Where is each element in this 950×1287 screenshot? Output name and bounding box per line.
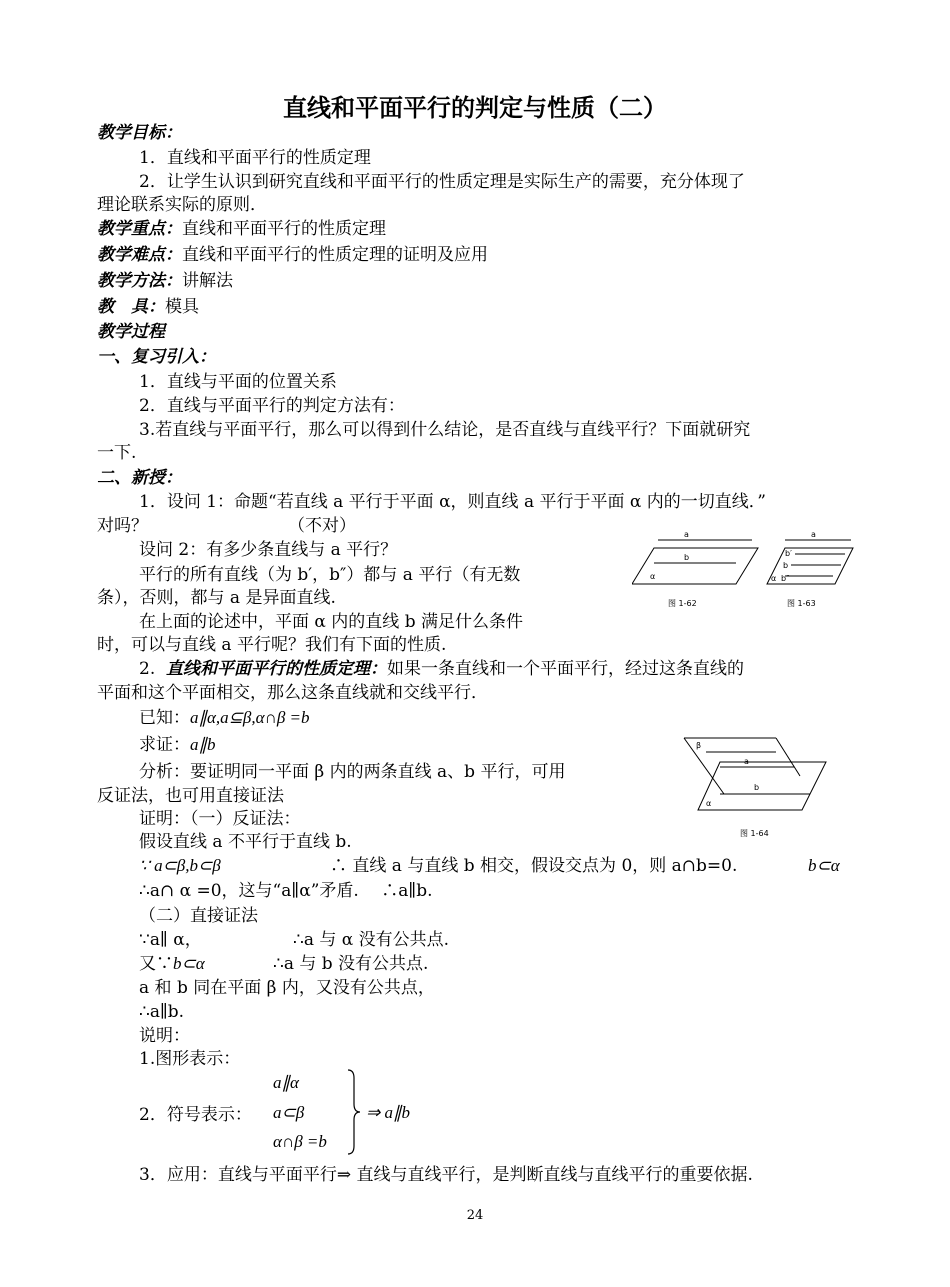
- known-expression: a∥α,a⊆β,α∩β =b: [190, 708, 310, 727]
- proof-line2-text: ∴ 直线 a 与直线 b 相交，假设交点为 0，则 a∩b=0.: [330, 856, 738, 876]
- tools-heading: 教 具：: [97, 297, 165, 317]
- review-2: 2．直线与平面平行的判定方法有：: [139, 396, 405, 416]
- symbol-line2: a⊂β: [273, 1103, 305, 1122]
- fig63-label-b-double: b″: [781, 574, 790, 583]
- method-heading: 教学方法：: [97, 271, 182, 291]
- proof-direct-2b: ∴a 与 b 没有公共点.: [273, 954, 429, 974]
- proof-heading: 证明：（一）反证法：: [139, 809, 301, 829]
- fig63-label-b: b: [783, 561, 789, 570]
- difficulty: [97, 243, 488, 267]
- section-1-heading: 一、复习引入：: [97, 347, 216, 367]
- note-1: 1.图形表示：: [139, 1049, 241, 1069]
- goal-heading: 教学目标：: [97, 123, 182, 143]
- right-brace: [346, 1068, 362, 1156]
- parallel-para-line2: 条），否则，都与 a 是异面直线.: [97, 588, 336, 608]
- proof-direct-1a: ∵a∥ α，: [139, 930, 202, 950]
- figure-1-62: [632, 528, 762, 618]
- tools: [97, 295, 199, 319]
- theorem-text: 如果一条直线和一个平面平行，经过这条直线的: [387, 659, 745, 679]
- parallel-para-line1: 平行的所有直线（为 b′，b″）都与 a 平行（有无数: [139, 565, 521, 585]
- method: [97, 269, 233, 293]
- goal-2-line2: 理论联系实际的原则．: [97, 195, 267, 215]
- question-1-answer: （不对）: [288, 516, 356, 536]
- question-1-line1: 1．设问 1：命题“若直线 a 平行于平面 α，则直线 a 平行于平面 α 内的一切直线．”: [139, 492, 766, 512]
- theorem-heading: 直线和平面平行的性质定理：: [166, 659, 388, 679]
- fig62-label-a: a: [684, 530, 689, 539]
- fig63-label-alpha: α: [771, 574, 777, 583]
- known-label: 已知：: [139, 708, 190, 728]
- review-1: 1．直线与平面的位置关系: [139, 372, 337, 392]
- analysis-line1: 分析：要证明同一平面 β 内的两条直线 a、b 平行，可用: [139, 762, 566, 782]
- symbol-result: ⇒ a∥b: [366, 1103, 410, 1122]
- fig64-label-a: a: [744, 757, 749, 766]
- fig62-caption: 图 1-62: [668, 599, 697, 608]
- fig63-caption: 图 1-63: [787, 599, 816, 608]
- proof-direct-2-math: b⊂α: [173, 954, 205, 973]
- fig62-label-b: b: [684, 553, 690, 562]
- proof-direct-3: a 和 b 同在平面 β 内，又没有公共点，: [139, 978, 435, 998]
- fig64-label-alpha: α: [706, 799, 712, 808]
- proof-direct-heading: （二）直接证法: [139, 906, 258, 926]
- note-heading: 说明：: [139, 1026, 190, 1046]
- figure-1-64: [680, 732, 830, 842]
- difficulty-heading: 教学难点：: [97, 245, 182, 265]
- fig62-label-alpha: α: [650, 572, 656, 581]
- figure-1-63: [763, 528, 858, 618]
- proof-direct-4: ∴a∥b.: [139, 1002, 185, 1022]
- proof-line1: 假设直线 a 不平行于直线 b.: [139, 832, 352, 852]
- page-title: 直线和平面平行的判定与性质（二）: [283, 94, 667, 122]
- proof-direct-1b: ∴a 与 α 没有公共点.: [293, 930, 450, 950]
- symbol-line3: α∩β =b: [273, 1132, 327, 1151]
- proof-line2-tail: b⊂α: [808, 856, 840, 875]
- condition-para-line2: 时，可以与直线 a 平行呢？我们有下面的性质.: [97, 635, 447, 655]
- proof-direct-2a: 又∵: [139, 954, 173, 974]
- fig64-label-b: b: [754, 783, 760, 792]
- page-number: 24: [466, 1208, 484, 1223]
- question-2: 设问 2：有多少条直线与 a 平行？: [139, 540, 398, 560]
- difficulty-text: 直线和平面平行的性质定理的证明及应用: [182, 245, 488, 265]
- prove-expression: a∥b: [190, 735, 216, 754]
- prove: [139, 733, 216, 757]
- theorem-line2: 平面和这个平面相交，那么这条直线就和交线平行．: [97, 683, 488, 703]
- tools-text: 模具: [165, 297, 199, 317]
- process-heading: 教学过程: [97, 322, 165, 342]
- proof-direct-2: [139, 952, 205, 976]
- fig64-caption: 图 1-64: [740, 829, 769, 838]
- fig63-label-b-prime: b′: [785, 549, 792, 558]
- proof-line3: ∴a∩ α =0，这与“a∥α”矛盾. ∴a∥b.: [139, 881, 433, 901]
- theorem-line1: [139, 657, 744, 681]
- condition-para-line1: 在上面的论述中，平面 α 内的直线 b 满足什么条件: [139, 612, 523, 632]
- analysis-line2: 反证法，也可用直接证法: [97, 786, 284, 806]
- method-text: 讲解法: [182, 271, 233, 291]
- section-2-heading: 二、新授：: [97, 468, 182, 488]
- key-text: 直线和平面平行的性质定理: [182, 219, 386, 239]
- review-3-line2: 一下.: [97, 443, 137, 463]
- note-2: 2．符号表示：: [139, 1105, 252, 1125]
- fig64-label-beta: β: [696, 741, 702, 750]
- symbol-line1: a∥α: [273, 1073, 299, 1092]
- theorem-number: 2.: [139, 659, 156, 679]
- fig63-label-a: a: [811, 530, 816, 539]
- known: [139, 706, 310, 730]
- key-point: [97, 217, 386, 241]
- review-3-line1: 3.若直线与平面平行，那么可以得到什么结论，是否直线与直线平行？下面就研究: [139, 420, 751, 440]
- note-3: 3．应用：直线与平面平行⇒ 直线与直线平行，是判断直线与直线平行的重要依据.: [139, 1165, 753, 1185]
- key-heading: 教学重点：: [97, 219, 182, 239]
- question-1-line2: 对吗？: [97, 516, 148, 536]
- proof-line2-math: ∵ a⊂β,b⊂β: [139, 856, 221, 875]
- goal-2-line1: 2．让学生认识到研究直线和平面平行的性质定理是实际生产的需要，充分体现了: [139, 172, 745, 192]
- prove-label: 求证：: [139, 735, 190, 755]
- goal-1: 1．直线和平面平行的性质定理: [139, 148, 371, 168]
